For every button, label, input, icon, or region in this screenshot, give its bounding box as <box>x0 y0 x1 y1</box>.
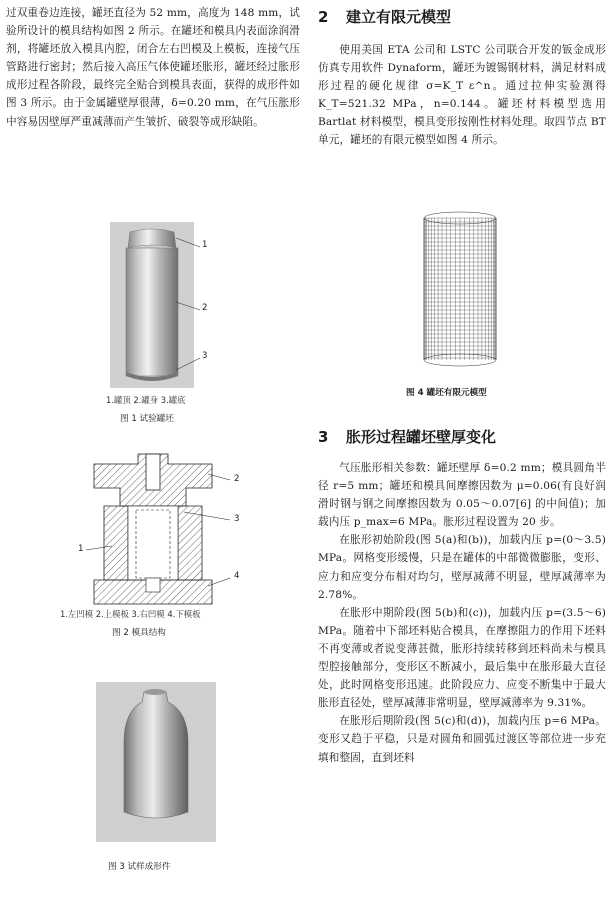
section-3-block <box>318 426 606 767</box>
fig4-caption: 图 4 罐坯有限元模型 <box>406 388 487 398</box>
fig2-callout-3: 3 <box>234 514 240 524</box>
figure-2 <box>60 450 300 650</box>
section-3-number: 3 <box>318 428 329 446</box>
can-blank-photo <box>96 222 236 392</box>
section-3-paragraph-2: 在胀形初始阶段(图 5(a)和(b))，加载内压 p=(0～3.5) MPa。网格变形缓慢，只是在罐体的中部微微膨胀，变形、应力和应变分布相对均匀，壁厚减薄不明显，壁厚减薄率为 2.78%。 <box>318 534 606 601</box>
fig1-callout-2: 2 <box>202 303 208 313</box>
section-3-paragraph-4: 在胀形后期阶段(图 5(c)和(d))，加载内压 p=6 MPa。变形又趋于平稳，只是对圆角和圆弧过渡区等部位进一步充填和整固，直到坯料 <box>318 715 606 764</box>
fig1-callout-1: 1 <box>202 240 208 250</box>
section-3-heading <box>318 426 606 447</box>
formed-specimen-photo <box>96 682 216 842</box>
fig2-callout-2: 2 <box>234 474 240 484</box>
fe-mesh-model <box>410 210 510 370</box>
section-2-heading <box>318 6 606 27</box>
fig2-legend: 1.左凹模 2.上模板 3.右凹模 4.下模板 <box>60 609 201 619</box>
fig2-caption: 图 2 模具结构 <box>112 628 166 638</box>
figure-3 <box>96 682 246 882</box>
section-3-paragraph-3: 在胀形中期阶段(图 5(b)和(c))，加载内压 p=(3.5～6) MPa。随着中下部坯料贴合模具，在摩擦阻力的作用下坯料不再变薄或者说变薄甚微，胀形持续转移到坯料尚未与模具型腔接触部分，变形区不断减小，最后集中在胀形最大直径处，此时网格变形迅速。此阶段应力、应变不断集中于最大胀形直径处，壁厚减薄非常明显，壁厚减薄率为 9.31%。 <box>318 606 606 710</box>
fig3-caption: 图 3 试样成形件 <box>108 862 171 872</box>
fig2-callout-4: 4 <box>234 571 240 581</box>
section-3-paragraph-1: 气压胀形相关参数：罐坯壁厚 δ=0.2 mm；模具圆角半径 r=5 mm；罐坯和模具间摩擦因数为 μ=0.06(有良好润滑时钢与钢之间摩擦因数为 0.05～0.07[6] 的中间值)；加载内压 p_max=6 MPa。胀形过程设置为 20 步。 <box>318 462 606 529</box>
intro-paragraph: 过双重卷边连接，罐坯直径为 52 mm，高度为 148 mm，试验所设计的模具结构如图 2 所示。在罐坯和模具内表面涂润滑剂，将罐坯放入模具内腔，闭合左右凹模及上模板，连接气压管路进行密封；然后接入高压气体使罐坯胀形，罐坯经过胀形成形过程各阶段，最终完全贴合到模具表面，获得的成形件如图 3 所示。由于金属罐壁厚很薄，δ=0.20 mm，在气压胀形中容易因壁厚严重减薄而产生皱折、破裂等成形缺陷。 <box>6 7 300 128</box>
right-column <box>318 0 606 150</box>
fig2-callout-1: 1 <box>78 544 84 554</box>
section-2-title: 建立有限元模型 <box>346 8 452 26</box>
figure-1 <box>96 222 236 432</box>
left-column <box>6 0 300 131</box>
mold-structure-diagram <box>60 450 300 620</box>
fig1-caption: 图 1 试验罐坯 <box>120 414 174 424</box>
fig1-legend: 1.罐顶 2.罐身 3.罐底 <box>106 395 186 405</box>
fig1-callout-3: 3 <box>202 351 208 361</box>
section-2-paragraph: 使用美国 ETA 公司和 LSTC 公司联合开发的钣金成形仿真专用软件 Dynaform，罐坯为镀锡钢材料，满足材料成形过程的硬化规律 σ=K_T ε^n。通过拉伸实验测得 K_T=521.32 MPa，n=0.144。罐坯材料模型选用 Bartlat 材料模型，模具变形按刚性材料处理。取四节点 BT 单元，罐坯的有限元模型如图 4 所示。 <box>318 44 606 147</box>
section-2-number: 2 <box>318 8 329 26</box>
section-3-title: 胀形过程罐坯壁厚变化 <box>346 428 497 446</box>
figure-4 <box>406 210 560 405</box>
